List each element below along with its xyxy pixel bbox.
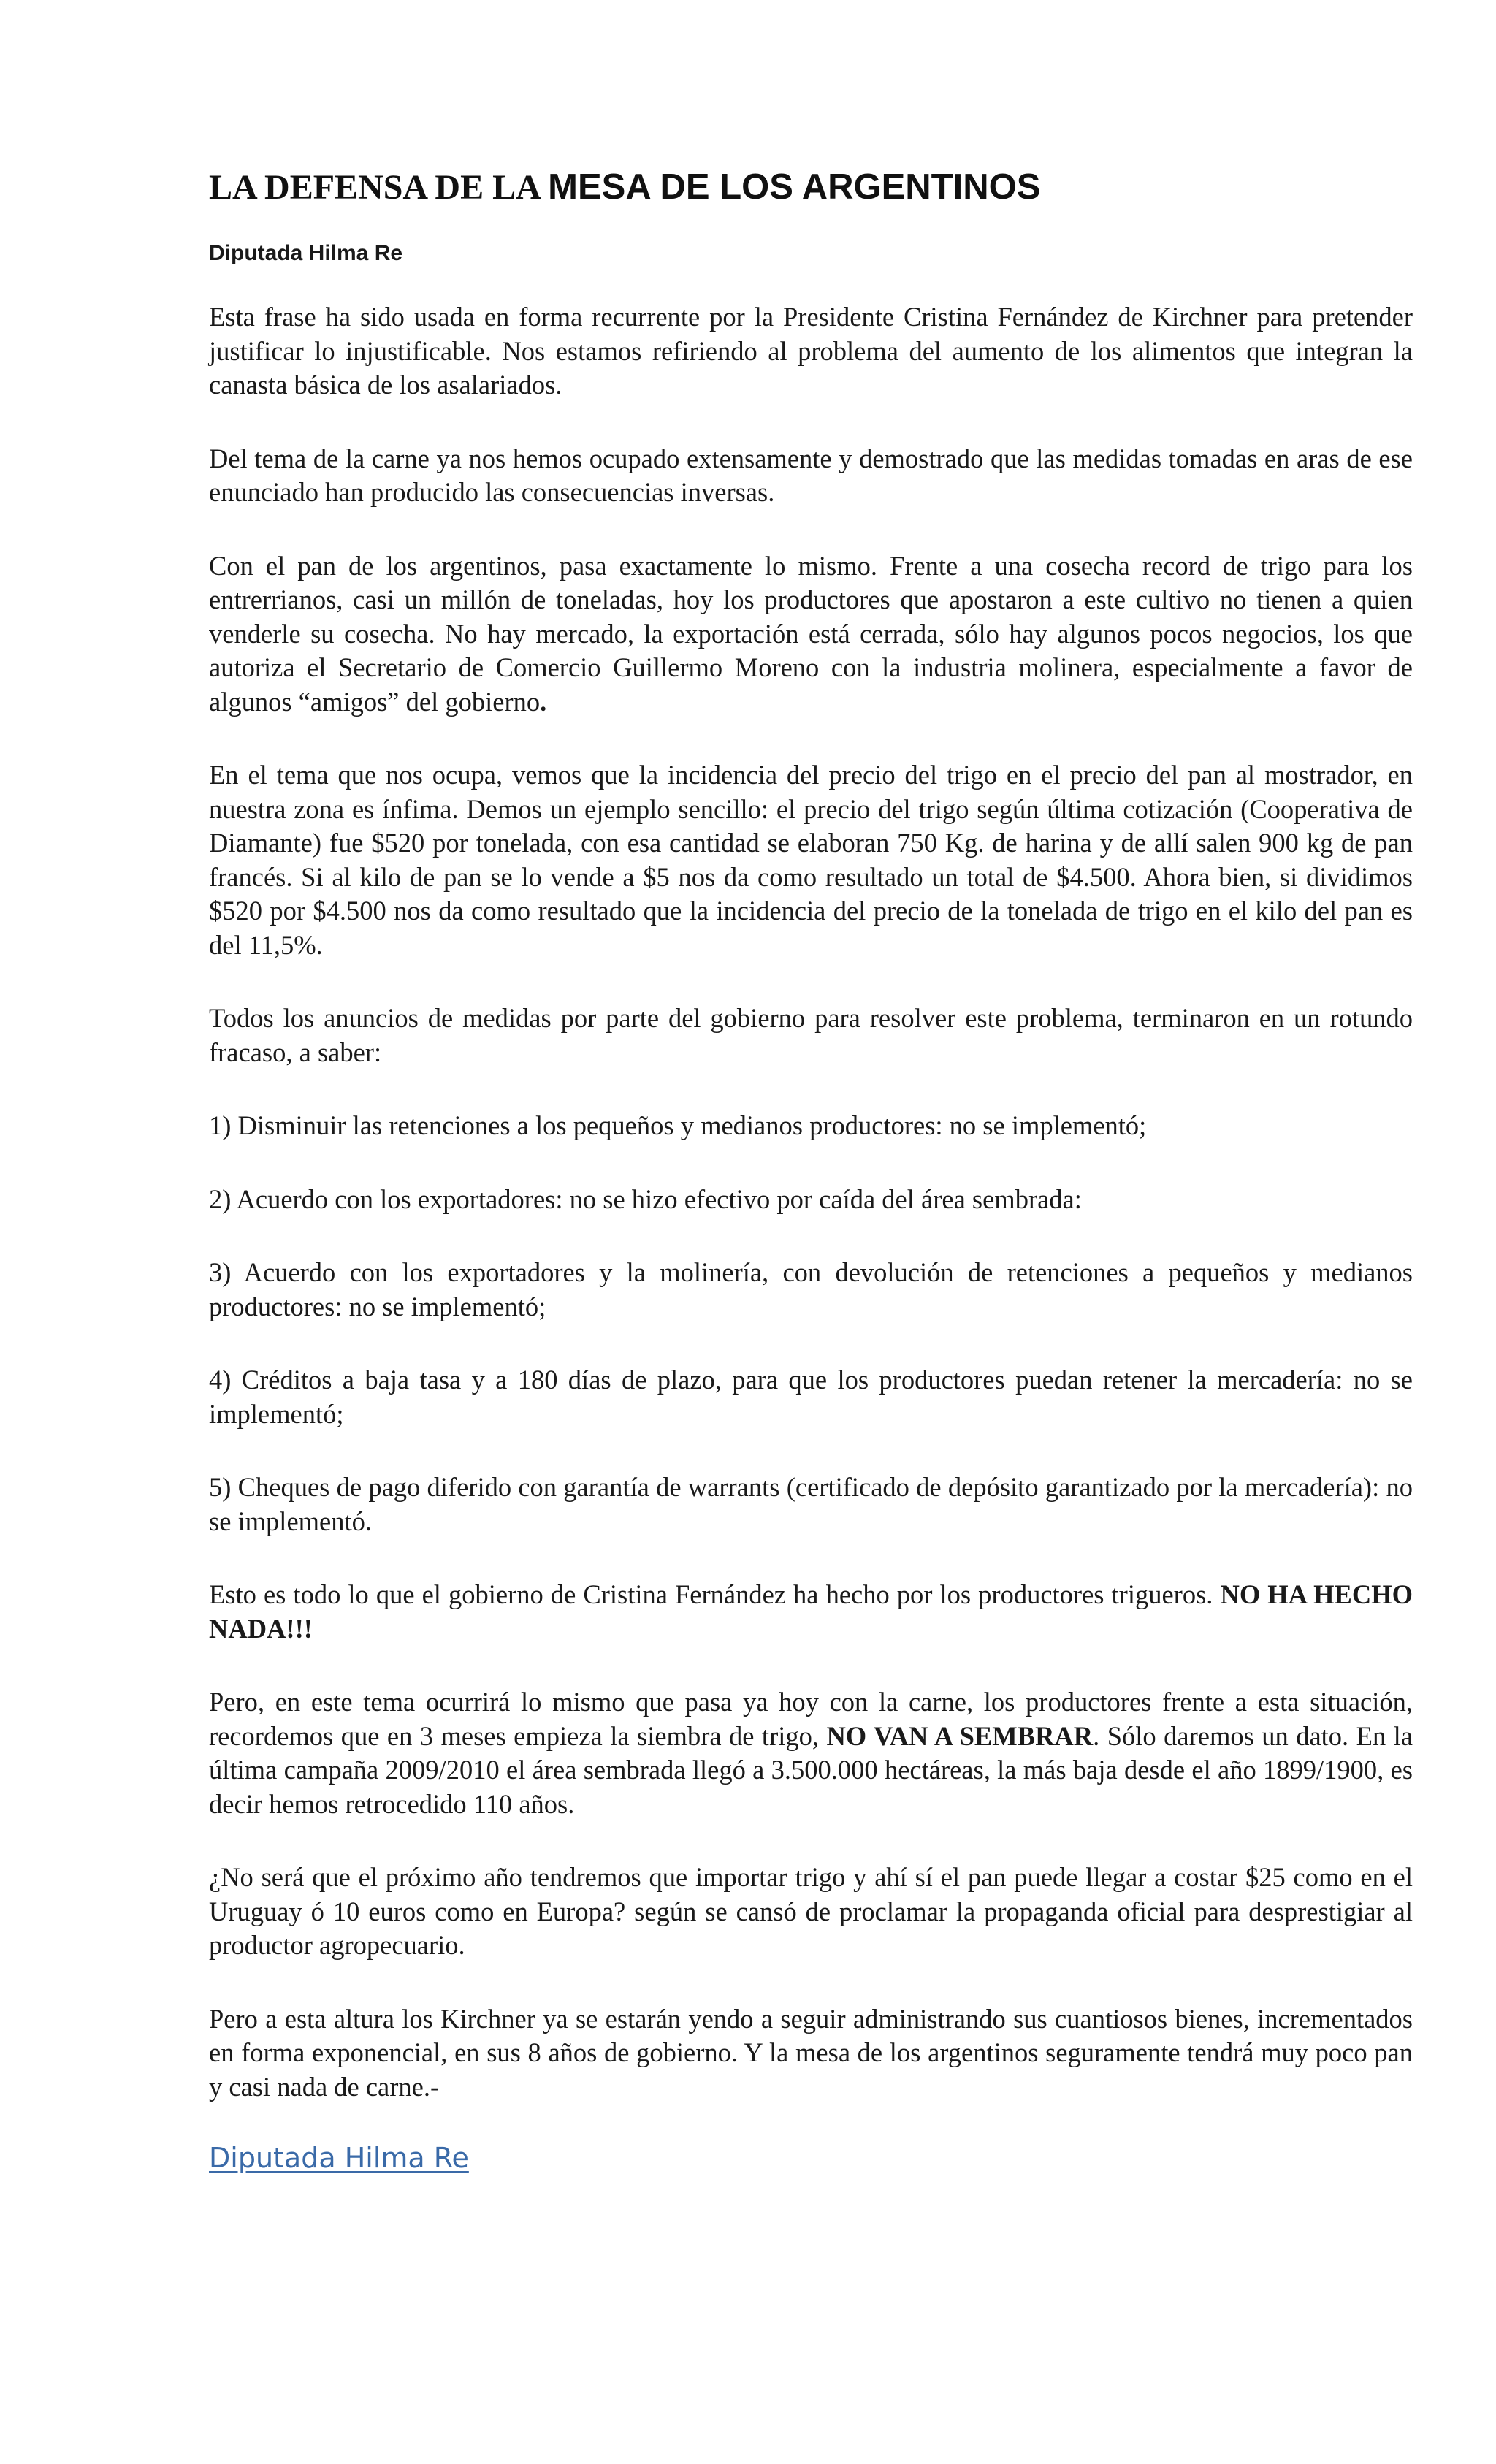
paragraph-pan [209,549,1413,720]
paragraph-final: Pero a esta altura los Kirchner ya se estarán yendo a seguir administrando sus cuantiosos bienes, incrementados en forma exponencial, en sus 8 años de gobierno. Y la mesa de los argentinos seguramente tendrá muy poco pan y casi nada de carne.- [209,2003,1413,2102]
list-item-5: 5) Cheques de pago diferido con garantía de warrants (certificado de depósito garantizado por la mercadería): no se implementó. [209,1472,1413,1536]
paragraph-siembra-bold: NO VAN A SEMBRAR [826,1720,1094,1751]
paragraph-pan-text: Con el pan de los argentinos, pasa exactamente lo mismo. Frente a una cosecha record de trigo para los entrerrianos, casi un millón de toneladas, hoy los productores que apostaron a este cultivo no tienen a quien venderle su cosecha. No hay mercado, la exportación está cerrada, sólo hay algunos pocos negocios, los que autoriza el Secretario de Comercio Guillermo Moreno con la industria molinera, especialmente a favor de algunos “amigos” del gobierno [209,550,1413,717]
paragraph-siembra [209,1685,1413,1821]
paragraph-incidencia: En el tema que nos ocupa, vemos que la incidencia del precio del trigo en el precio del pan al mostrador, en nuestra zona es ínfima. Demos un ejemplo sencillo: el precio del trigo según última cotización (Cooperativa de Diamante) fue $520 por tonelada, con esa cantidad se elaboran 750 Kg. de harina y de allí salen 900 kg de pan francés. Si al kilo de pan se lo vende a $5 nos da como resultado un total de $4.500. Ahora bien, si dividimos $520 por $4.500 nos da como resultado que la incidencia del precio de la tonelada de trigo en el kilo del pan es del 11,5%. [209,760,1413,960]
list-item-2: 2) Acuerdo con los exportadores: no se hizo efectivo por caída del área sembrada: [209,1183,1082,1214]
author-byline: Diputada Hilma Re [209,241,403,265]
paragraph-siembra-text-b: . Sólo daremos un dato. En la última campaña 2009/2010 el área sembrada llegó a 3.500.000 hectáreas, la más baja desde el año 1899/1900, es decir hemos retrocedido 110 años. [209,1720,1413,1819]
paragraph-intro: Esta frase ha sido usada en forma recurrente por la Presidente Cristina Fernández de Kirchner para pretender justificar lo injustificable. Nos estamos refiriendo al problema del aumento de los alimentos que integran la canasta básica de los asalariados. [209,302,1413,400]
paragraph-conclusion-bold: NO HA HECHO NADA!!! [209,1579,1413,1644]
document-page [209,165,1413,2175]
title-part-2: MESA DE LOS ARGENTINOS [548,167,1041,207]
paragraph-importar: ¿No será que el próximo año tendremos que importar trigo y ahí sí el pan puede llegar a costar $25 como en el Uruguay ó 10 euros como en Europa? según se cansó de proclamar la propaganda oficial para desprestigiar al productor agropecuario. [209,1862,1413,1960]
paragraph-carne: Del tema de la carne ya nos hemos ocupado extensamente y demostrado que las medidas tomadas en aras de ese enunciado han producido las consecuencias inversas. [209,443,1413,507]
signature-link[interactable]: Diputada Hilma Re [209,2142,469,2174]
paragraph-anuncios: Todos los anuncios de medidas por parte del gobierno para resolver este problema, terminaron en un rotundo fracaso, a saber: [209,1003,1413,1067]
page-title [209,165,1413,210]
paragraph-conclusion-text: Esto es todo lo que el gobierno de Cristina Fernández ha hecho por los productores trigueros. [209,1579,1221,1609]
list-item-4: 4) Créditos a baja tasa y a 180 días de plazo, para que los productores puedan retener la mercadería: no se implementó; [209,1365,1413,1429]
paragraph-pan-end: . [540,686,547,717]
paragraph-siembra-text-a: Pero, en este tema ocurrirá lo mismo que pasa ya hoy con la carne, los productores frente a esta situación, recordemos que en 3 meses empieza la siembra de trigo, [209,1687,1413,1751]
list-item-1: 1) Disminuir las retenciones a los pequeños y medianos productores: no se implementó; [209,1110,1147,1140]
paragraph-conclusion [209,1578,1413,1646]
list-item-3: 3) Acuerdo con los exportadores y la molinería, con devolución de retenciones a pequeños y medianos productores: no se implementó; [209,1257,1413,1321]
title-part-1: LA DEFENSA DE LA [209,168,549,207]
